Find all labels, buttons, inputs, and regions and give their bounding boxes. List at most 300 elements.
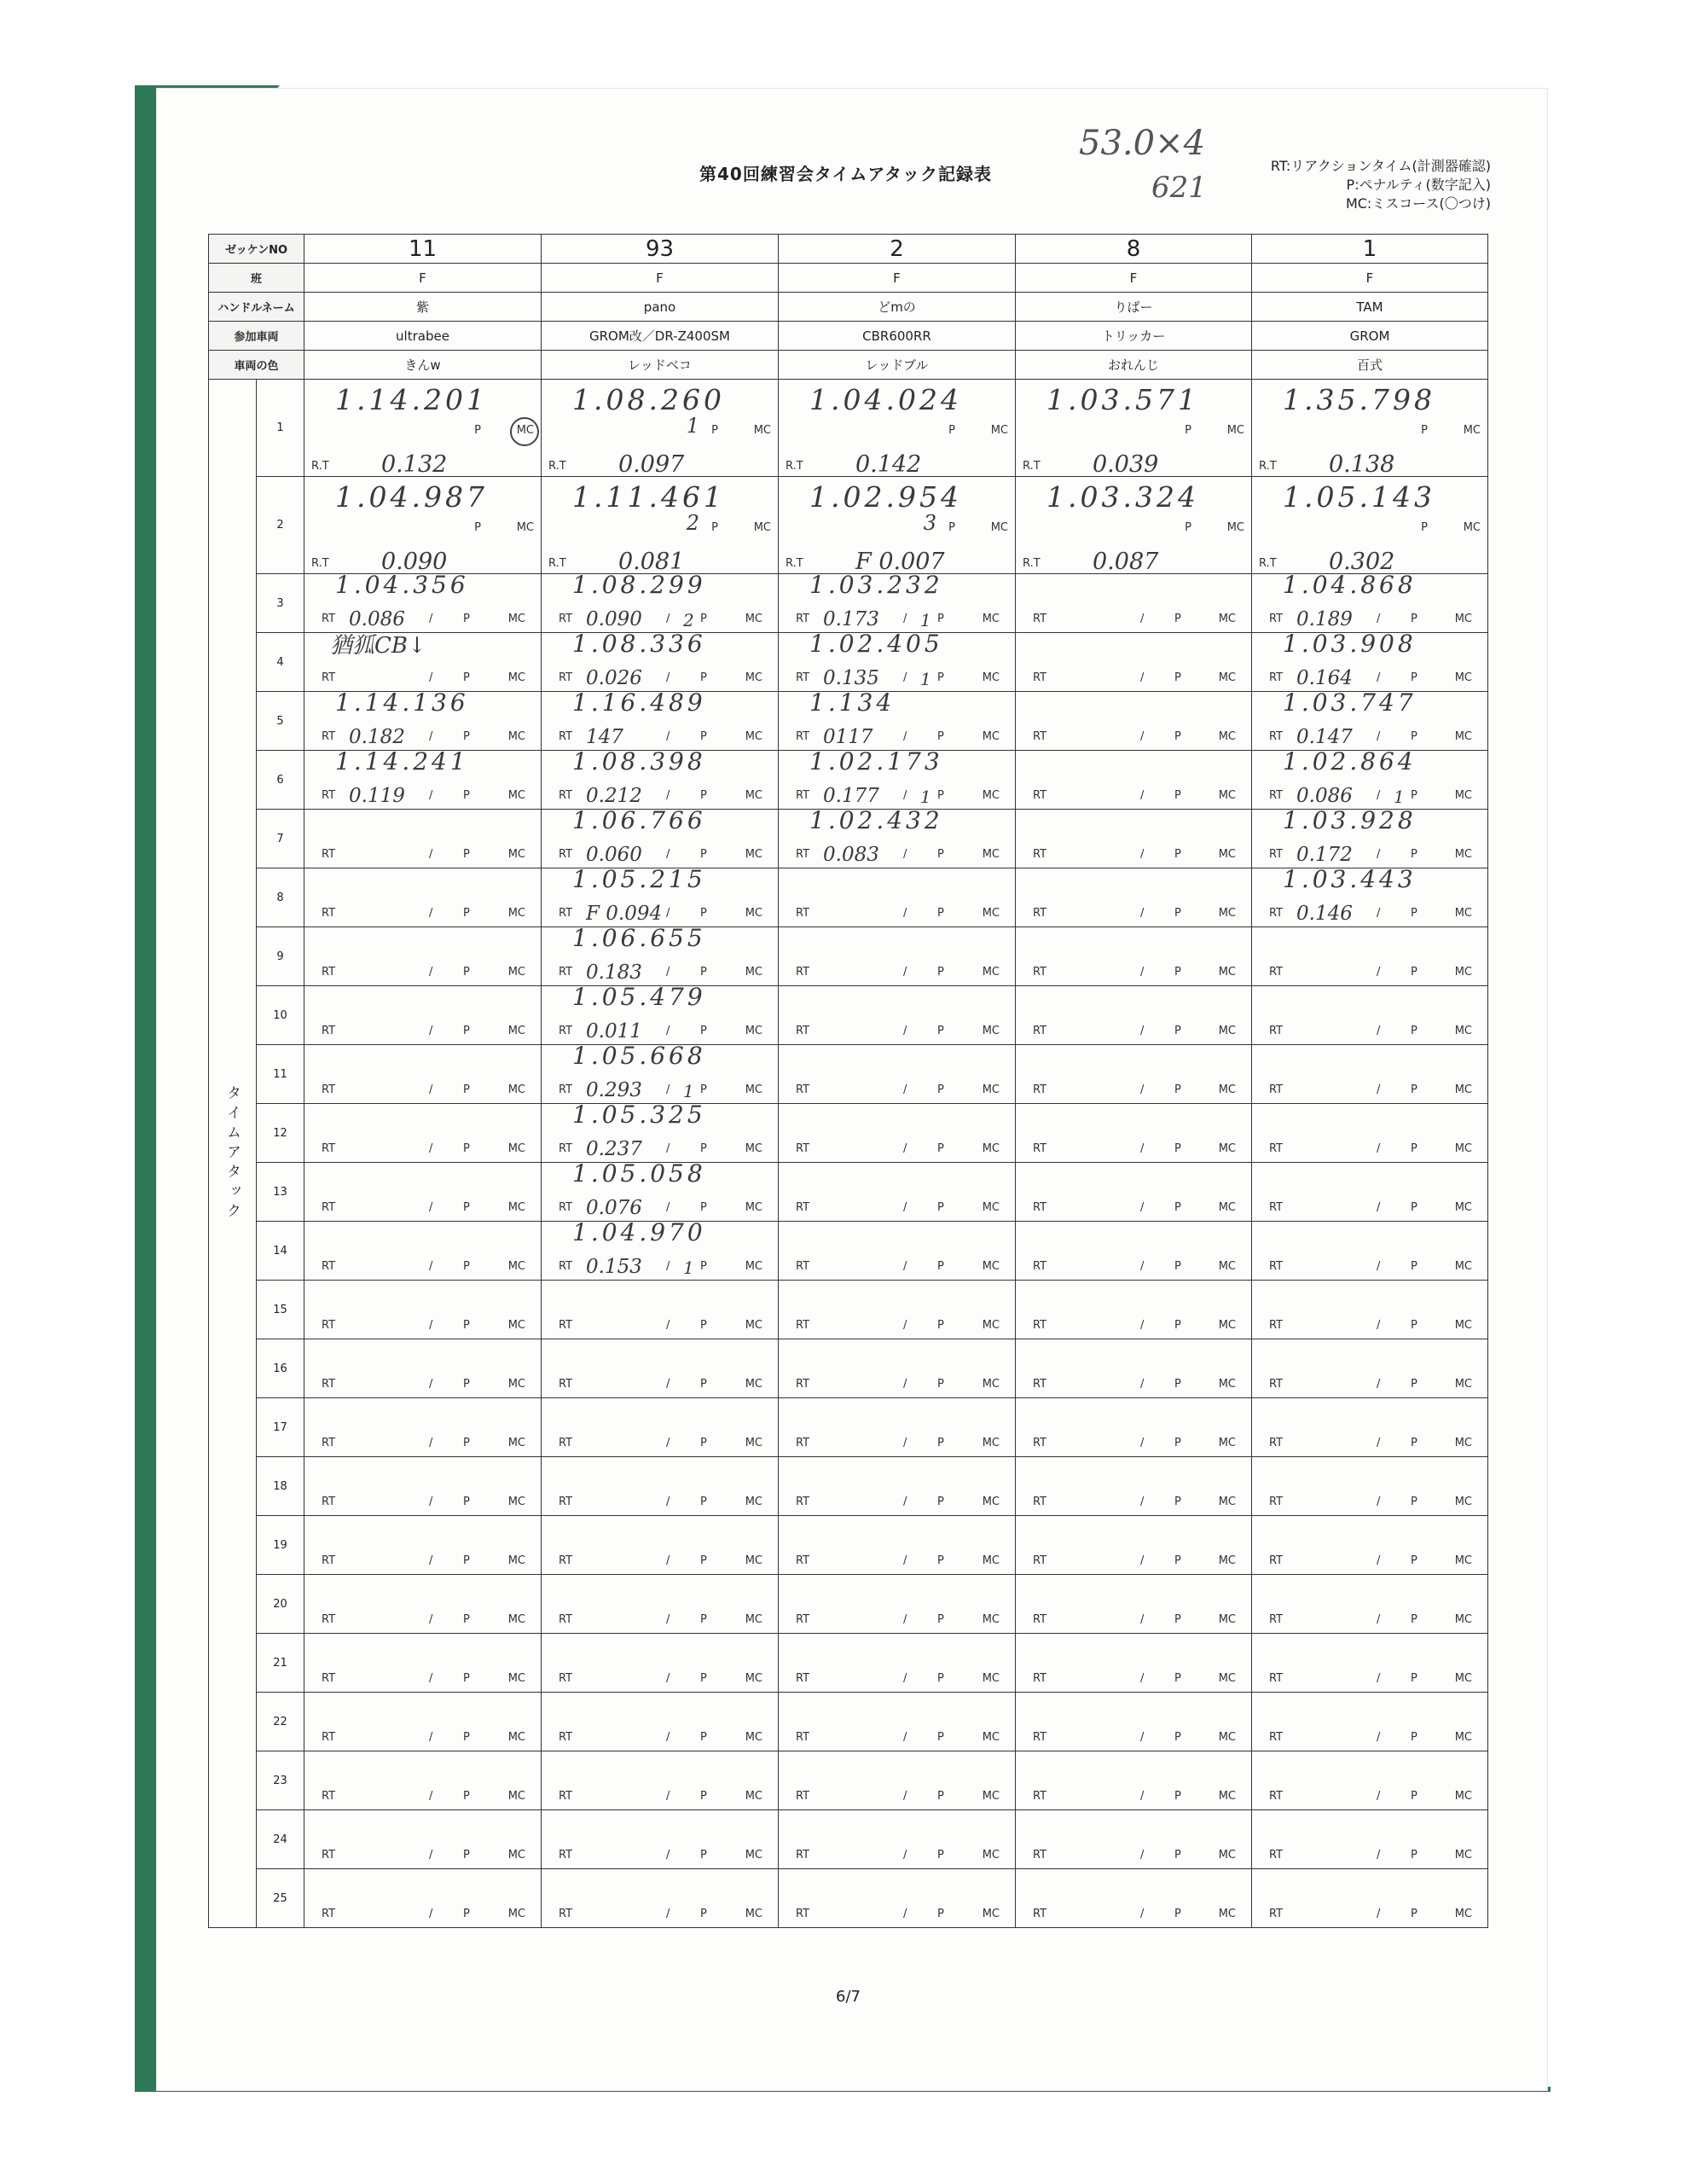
slash-label: /	[1140, 613, 1145, 625]
run-cell[interactable]	[779, 1222, 1016, 1281]
p-label: P	[1421, 521, 1428, 534]
run-cell[interactable]	[1016, 1634, 1252, 1693]
run-cell[interactable]	[779, 1693, 1016, 1751]
lap-time: 1.11.461	[572, 480, 725, 514]
p-label: P	[1411, 1378, 1417, 1391]
run-cell[interactable]	[1016, 751, 1252, 810]
run-cell[interactable]	[1252, 806, 1488, 868]
run-cell[interactable]	[1252, 630, 1488, 692]
mc-label: MC	[516, 521, 534, 534]
run-cell[interactable]	[542, 1457, 779, 1516]
rt-label: RT	[559, 1378, 573, 1391]
run-cell[interactable]	[304, 986, 542, 1045]
handwritten-note: 猶狐CB↓	[330, 633, 426, 659]
run-cell[interactable]	[1016, 1516, 1252, 1575]
mc-label: MC	[507, 1554, 525, 1567]
slash-label: /	[903, 907, 907, 920]
run-row	[209, 810, 1488, 868]
run-cell[interactable]	[779, 1045, 1016, 1104]
rt-label: RT	[559, 1613, 573, 1626]
run-cell[interactable]	[1252, 1693, 1488, 1751]
slash-label: /	[1377, 1908, 1381, 1920]
run-cell[interactable]	[1016, 1222, 1252, 1281]
run-cell[interactable]	[1016, 810, 1252, 868]
run-cell[interactable]	[1252, 1869, 1488, 1928]
run-cell[interactable]	[1252, 865, 1488, 927]
run-cell[interactable]	[779, 630, 1016, 692]
run-cell[interactable]	[1016, 986, 1252, 1045]
mc-label: MC	[507, 1731, 525, 1744]
run-cell[interactable]	[779, 571, 1016, 633]
run-cell[interactable]	[304, 1104, 542, 1163]
mc-label: MC	[745, 1790, 762, 1803]
run-row	[209, 633, 1488, 692]
p-label: P	[1411, 907, 1417, 920]
rt-label: RT	[1033, 671, 1047, 684]
rider-number: 2	[779, 235, 1016, 264]
slash-label: /	[666, 1378, 670, 1391]
mc-label: MC	[1218, 1260, 1236, 1273]
run-cell[interactable]	[1016, 927, 1252, 986]
run-cell[interactable]	[1016, 1163, 1252, 1222]
run-cell[interactable]	[1252, 380, 1488, 477]
run-cell[interactable]	[1252, 571, 1488, 633]
rt-label: RT	[559, 1083, 573, 1096]
rt-label: RT	[322, 613, 336, 625]
run-cell[interactable]	[1252, 1281, 1488, 1339]
mc-label: MC	[1218, 1554, 1236, 1567]
lap-time: 1.03.324	[1046, 480, 1199, 514]
run-number: 7	[257, 810, 304, 868]
p-label: P	[937, 1260, 944, 1273]
rt-label: RT	[322, 1790, 336, 1803]
p-label: P	[463, 1672, 470, 1685]
run-cell[interactable]	[1252, 1457, 1488, 1516]
p-label: P	[1174, 671, 1181, 684]
slash-label: /	[903, 1378, 907, 1391]
run-cell[interactable]	[1252, 747, 1488, 810]
run-cell[interactable]	[304, 1457, 542, 1516]
run-cell[interactable]	[1252, 477, 1488, 574]
p-label: P	[1411, 1672, 1417, 1685]
run-cell[interactable]	[304, 810, 542, 868]
slash-label: /	[429, 1672, 433, 1685]
mc-label: MC	[507, 1319, 525, 1332]
run-row	[209, 1810, 1488, 1869]
lap-time: 1.35.798	[1283, 383, 1435, 416]
run-cell[interactable]	[1016, 477, 1252, 574]
run-cell[interactable]	[304, 1281, 542, 1339]
run-cell[interactable]	[779, 1398, 1016, 1457]
reaction-time-value: 0.172	[1296, 844, 1353, 866]
p-label: P	[1411, 848, 1417, 861]
run-cell[interactable]	[1016, 1398, 1252, 1457]
run-number: 8	[257, 868, 304, 927]
run-cell[interactable]	[1016, 1869, 1252, 1928]
run-cell[interactable]	[304, 477, 542, 574]
run-row	[209, 1457, 1488, 1516]
reaction-time-value: 0.060	[586, 844, 642, 866]
p-label: P	[700, 789, 707, 802]
run-cell[interactable]	[1252, 1104, 1488, 1163]
p-label: P	[1174, 1613, 1181, 1626]
run-cell[interactable]	[542, 1042, 779, 1104]
lap-time: 1.04.868	[1283, 571, 1417, 599]
run-cell[interactable]	[304, 1693, 542, 1751]
run-cell[interactable]	[542, 1281, 779, 1339]
run-row	[209, 927, 1488, 986]
slash-label: /	[1140, 1319, 1145, 1332]
slash-label: /	[903, 1201, 907, 1214]
rt-label: RT	[796, 1437, 810, 1449]
run-cell[interactable]	[542, 630, 779, 692]
rt-label: RT	[796, 848, 810, 861]
mc-label: MC	[1218, 671, 1236, 684]
rider-vehicle: トリッカー	[1016, 322, 1252, 351]
run-cell[interactable]	[779, 688, 1016, 751]
run-cell[interactable]	[779, 1163, 1016, 1222]
mc-label: MC	[1218, 730, 1236, 743]
run-number: 21	[257, 1634, 304, 1693]
run-cell[interactable]	[542, 747, 779, 810]
run-cell[interactable]	[304, 1869, 542, 1928]
section-label: タイムアタック	[209, 380, 257, 1928]
reaction-time-value: 0.293	[586, 1079, 642, 1101]
mc-label: MC	[1218, 1908, 1236, 1920]
rt-label: RT	[1269, 1613, 1284, 1626]
run-cell[interactable]	[1252, 1045, 1488, 1104]
rt-label: RT	[1269, 1083, 1284, 1096]
run-cell[interactable]	[542, 380, 779, 477]
run-cell[interactable]	[1252, 688, 1488, 751]
run-cell[interactable]	[542, 1159, 779, 1222]
run-cell[interactable]	[304, 380, 542, 477]
p-label: P	[1174, 907, 1181, 920]
legend	[1271, 157, 1491, 213]
slash-label: /	[903, 1790, 907, 1803]
p-label: P	[474, 521, 481, 534]
rt-label: RT	[559, 1672, 573, 1685]
run-cell[interactable]	[542, 1575, 779, 1634]
p-label: P	[937, 730, 944, 743]
p-label: P	[463, 1790, 470, 1803]
mc-label: MC	[1454, 671, 1472, 684]
slash-label: /	[1140, 1142, 1145, 1155]
p-label: P	[700, 1496, 707, 1508]
rt-label: RT	[1269, 1849, 1284, 1862]
run-cell[interactable]	[542, 924, 779, 986]
penalty-value: 1	[1394, 787, 1405, 807]
run-cell[interactable]	[1016, 1104, 1252, 1163]
slash-label: /	[429, 613, 433, 625]
rt-label: RT	[796, 730, 810, 743]
mc-label: MC	[745, 730, 762, 743]
run-cell[interactable]	[1016, 868, 1252, 927]
reaction-time-value: 0.153	[586, 1256, 642, 1278]
lap-time: 1.02.173	[809, 747, 943, 775]
run-cell[interactable]	[779, 1339, 1016, 1398]
mc-label: MC	[745, 1083, 762, 1096]
rt-label: RT	[559, 1142, 573, 1155]
run-cell[interactable]	[1252, 1516, 1488, 1575]
p-label: P	[937, 1025, 944, 1037]
lap-time: 1.02.954	[809, 480, 962, 514]
lap-time: 1.04.356	[335, 571, 469, 599]
slash-label: /	[429, 1437, 433, 1449]
rt-label: R.T	[1023, 460, 1041, 473]
reaction-time-value: 0.189	[1296, 608, 1353, 630]
run-cell[interactable]	[1016, 1751, 1252, 1810]
p-label: P	[1411, 1849, 1417, 1862]
run-cell[interactable]	[542, 1693, 779, 1751]
run-cell[interactable]	[779, 927, 1016, 986]
run-cell[interactable]	[779, 1810, 1016, 1869]
run-row	[209, 751, 1488, 810]
mc-label: MC	[1454, 1790, 1472, 1803]
mc-label: MC	[1454, 1319, 1472, 1332]
run-cell[interactable]	[542, 1101, 779, 1163]
slash-label: /	[903, 848, 907, 861]
run-cell[interactable]	[1252, 1751, 1488, 1810]
run-row	[209, 1575, 1488, 1634]
p-label: P	[463, 730, 470, 743]
rider-handle: どmの	[779, 293, 1016, 322]
run-cell[interactable]	[542, 1751, 779, 1810]
mc-label: MC	[1463, 521, 1481, 534]
slash-label: /	[903, 1319, 907, 1332]
slash-label: /	[666, 966, 670, 979]
run-cell[interactable]	[1252, 1575, 1488, 1634]
p-label: P	[700, 671, 707, 684]
p-label: P	[463, 789, 470, 802]
lap-time: 1.05.058	[572, 1159, 706, 1188]
run-cell[interactable]	[1016, 1045, 1252, 1104]
mc-label: MC	[745, 1554, 762, 1567]
run-cell[interactable]	[779, 1751, 1016, 1810]
mc-label: MC	[1454, 1378, 1472, 1391]
p-label: P	[1174, 1319, 1181, 1332]
run-cell[interactable]	[779, 1516, 1016, 1575]
run-cell[interactable]	[542, 1810, 779, 1869]
run-cell[interactable]	[1016, 692, 1252, 751]
run-cell[interactable]	[542, 1339, 779, 1398]
run-cell[interactable]	[1016, 1457, 1252, 1516]
slash-label: /	[903, 671, 907, 684]
run-cell[interactable]	[304, 1634, 542, 1693]
header-label-vehicle: 参加車両	[209, 322, 304, 351]
lap-time: 1.03.232	[809, 571, 943, 599]
rt-label: RT	[1033, 1378, 1047, 1391]
run-cell[interactable]	[542, 477, 779, 574]
run-cell[interactable]	[304, 1810, 542, 1869]
run-cell[interactable]	[542, 865, 779, 927]
slash-label: /	[666, 671, 670, 684]
p-label: P	[1174, 1554, 1181, 1567]
p-label: P	[700, 1319, 707, 1332]
slash-label: /	[429, 1613, 433, 1626]
p-label: P	[711, 521, 718, 534]
mc-label: MC	[1218, 1613, 1236, 1626]
p-label: P	[1174, 1025, 1181, 1037]
run-cell[interactable]	[779, 868, 1016, 927]
mc-label: MC	[982, 966, 1000, 979]
slash-label: /	[429, 1378, 433, 1391]
reaction-time-value: 0.183	[586, 961, 642, 984]
slash-label: /	[429, 907, 433, 920]
rt-label: RT	[322, 730, 336, 743]
run-cell[interactable]	[542, 983, 779, 1045]
penalty-value: 2	[686, 511, 699, 535]
run-cell[interactable]	[1252, 1810, 1488, 1869]
mc-label: MC	[1454, 1908, 1472, 1920]
run-cell[interactable]	[542, 1516, 779, 1575]
run-cell[interactable]	[1016, 1693, 1252, 1751]
run-cell[interactable]	[1252, 1339, 1488, 1398]
run-cell[interactable]	[779, 747, 1016, 810]
run-cell[interactable]	[542, 1869, 779, 1928]
run-cell[interactable]	[1016, 574, 1252, 633]
mc-label: MC	[982, 848, 1000, 861]
run-cell[interactable]	[779, 806, 1016, 868]
mc-label: MC	[507, 1790, 525, 1803]
penalty-value: 2	[683, 610, 694, 630]
run-cell[interactable]	[542, 688, 779, 751]
p-label: P	[1411, 613, 1417, 625]
run-cell[interactable]	[542, 1398, 779, 1457]
slash-label: /	[1140, 966, 1145, 979]
run-cell[interactable]	[542, 806, 779, 868]
rt-label: R.T	[786, 460, 803, 473]
run-cell[interactable]	[779, 477, 1016, 574]
lap-time: 1.02.405	[809, 630, 943, 658]
run-cell[interactable]	[779, 1634, 1016, 1693]
mc-label: MC	[982, 1437, 1000, 1449]
rt-label: RT	[796, 966, 810, 979]
run-cell[interactable]	[304, 1045, 542, 1104]
mc-label: MC	[745, 1908, 762, 1920]
p-label: P	[937, 1613, 944, 1626]
run-cell[interactable]	[1016, 633, 1252, 692]
run-cell[interactable]	[304, 1339, 542, 1398]
run-cell[interactable]	[304, 1222, 542, 1281]
rt-label: RT	[559, 730, 573, 743]
run-cell[interactable]	[779, 1457, 1016, 1516]
mc-label: MC	[982, 1672, 1000, 1685]
rt-label: RT	[1033, 1025, 1047, 1037]
run-cell[interactable]	[779, 1281, 1016, 1339]
run-cell[interactable]	[1016, 1339, 1252, 1398]
run-cell[interactable]	[1252, 1634, 1488, 1693]
mc-label: MC	[1463, 424, 1481, 437]
header-row-handle	[209, 293, 1488, 322]
run-cell[interactable]	[779, 986, 1016, 1045]
run-cell[interactable]	[542, 1218, 779, 1281]
p-label: P	[474, 424, 481, 437]
run-cell[interactable]	[304, 1575, 542, 1634]
rider-vehicle: CBR600RR	[779, 322, 1016, 351]
run-cell[interactable]	[304, 927, 542, 986]
run-number: 13	[257, 1163, 304, 1222]
run-cell[interactable]	[779, 1104, 1016, 1163]
reaction-time-value: 0.177	[823, 785, 879, 807]
p-label: P	[1411, 1260, 1417, 1273]
mc-label: MC	[1454, 730, 1472, 743]
run-cell[interactable]	[304, 1163, 542, 1222]
run-cell[interactable]	[1252, 1222, 1488, 1281]
header-label-team: 班	[209, 264, 304, 293]
mc-label: MC	[745, 1731, 762, 1744]
run-cell[interactable]	[779, 1575, 1016, 1634]
mc-label: MC	[1218, 848, 1236, 861]
mc-label: MC	[1454, 1437, 1472, 1449]
reaction-time-value: 0.212	[586, 785, 642, 807]
p-label: P	[711, 424, 718, 437]
run-cell[interactable]	[304, 868, 542, 927]
mc-label: MC	[507, 1025, 525, 1037]
run-cell[interactable]	[542, 1634, 779, 1693]
penalty-value: 3	[923, 511, 936, 535]
run-cell[interactable]	[304, 571, 542, 633]
run-cell[interactable]	[1252, 1398, 1488, 1457]
run-cell[interactable]	[542, 571, 779, 633]
rider-vehicle: ultrabee	[304, 322, 542, 351]
run-cell[interactable]	[1252, 1163, 1488, 1222]
rt-label: RT	[1033, 1731, 1047, 1744]
mc-label: MC	[1218, 966, 1236, 979]
run-cell[interactable]	[1016, 1281, 1252, 1339]
slash-label: /	[429, 1201, 433, 1214]
penalty-value: 1	[920, 787, 931, 807]
reaction-time-value: 0.119	[349, 785, 405, 807]
rt-label: RT	[322, 1908, 336, 1920]
rt-label: RT	[322, 907, 336, 920]
lap-time: 1.16.489	[572, 688, 706, 717]
slash-label: /	[429, 789, 433, 802]
slash-label: /	[903, 1849, 907, 1862]
lap-time: 1.08.260	[572, 383, 725, 416]
run-cell[interactable]	[1252, 986, 1488, 1045]
run-cell[interactable]	[304, 688, 542, 751]
run-cell[interactable]	[1252, 927, 1488, 986]
run-cell[interactable]	[304, 633, 542, 692]
run-number: 2	[257, 477, 304, 574]
mc-label: MC	[745, 613, 762, 625]
slash-label: /	[1140, 1554, 1145, 1567]
p-label: P	[463, 1554, 470, 1567]
reaction-time-value: 147	[586, 726, 623, 748]
rt-label: RT	[1269, 966, 1284, 979]
run-cell[interactable]	[779, 1869, 1016, 1928]
run-cell[interactable]	[304, 1751, 542, 1810]
run-cell[interactable]	[1016, 1575, 1252, 1634]
rt-label: RT	[1269, 1908, 1284, 1920]
rt-label: RT	[322, 1496, 336, 1508]
p-label: P	[1174, 1260, 1181, 1273]
slash-label: /	[1140, 1437, 1145, 1449]
lap-time: 1.06.655	[572, 924, 706, 952]
rt-label: RT	[559, 1908, 573, 1920]
run-cell[interactable]	[304, 747, 542, 810]
penalty-value: 1	[686, 414, 699, 438]
run-cell[interactable]	[1016, 1810, 1252, 1869]
run-cell[interactable]	[1016, 380, 1252, 477]
rt-label: RT	[796, 907, 810, 920]
slash-label: /	[903, 613, 907, 625]
run-cell[interactable]	[779, 380, 1016, 477]
mc-label: MC	[1454, 1260, 1472, 1273]
run-cell[interactable]	[304, 1398, 542, 1457]
run-cell[interactable]	[304, 1516, 542, 1575]
